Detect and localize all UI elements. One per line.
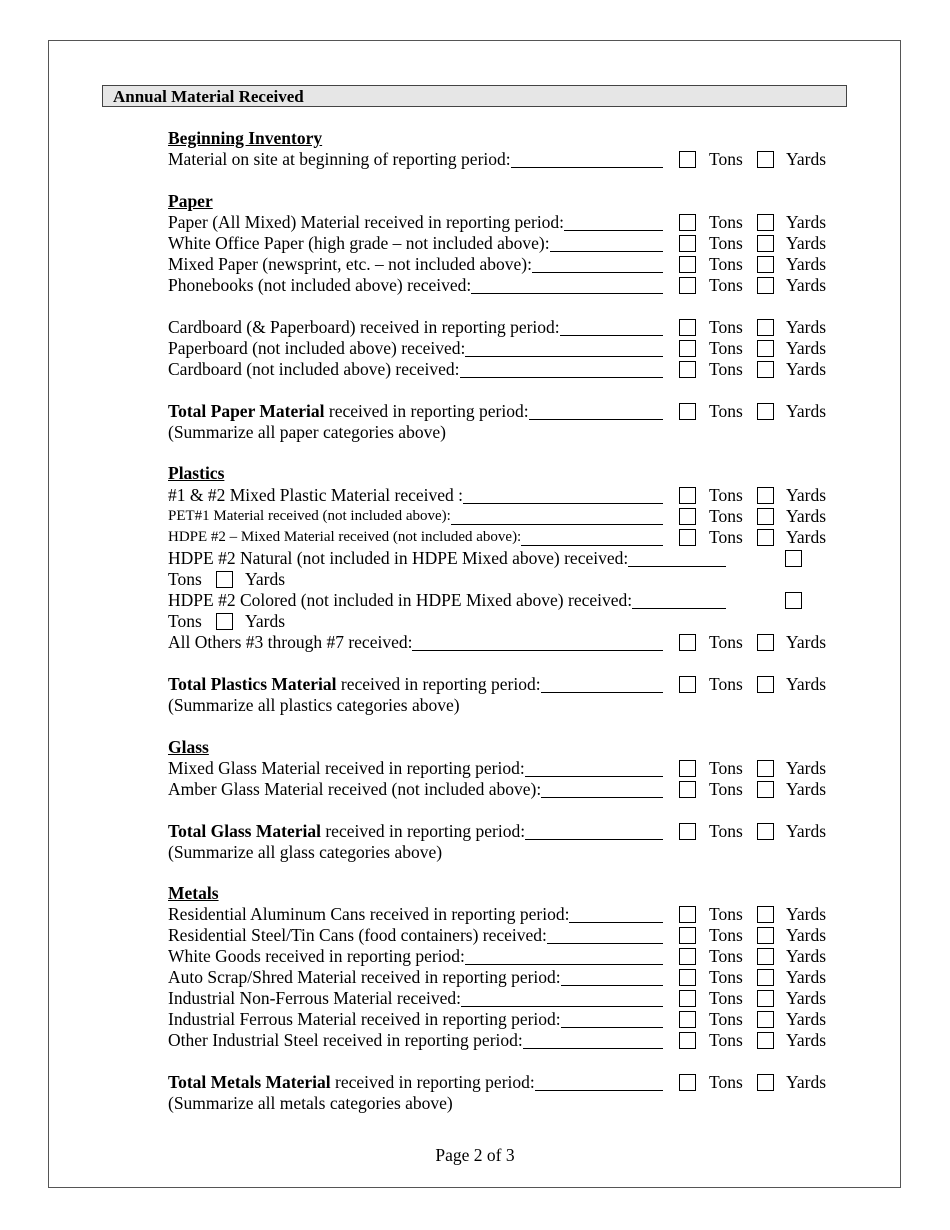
tons-label: Tons [709,338,743,358]
field-label: Cardboard (& Paperboard) received in reporting period: [168,317,560,337]
yards-label: Yards [786,275,827,295]
yards-checkbox[interactable] [757,487,774,504]
total-label-bold: Total Metals Material [168,1072,331,1092]
summary-note: (Summarize all metals categories above) [168,1093,453,1113]
yards-label: Yards [786,674,827,694]
field-label: Cardboard (not included above) received: [168,359,460,379]
yards-checkbox[interactable] [757,403,774,420]
yards-label: Yards [786,904,827,924]
entry-blank[interactable] [529,419,663,420]
total-label [168,1072,535,1093]
field-label: HDPE #2 Natural (not included in HDPE Mixed above) received: [168,548,629,568]
field-label: All Others #3 through #7 received: [168,632,413,652]
section-heading: Plastics [168,463,225,483]
entry-blank[interactable] [632,608,726,609]
tons-checkbox[interactable] [679,823,696,840]
yards-label: Yards [786,359,827,379]
field-label: Residential Steel/Tin Cans (food containers) received: [168,925,547,945]
yards-checkbox[interactable] [757,235,774,252]
tons-label: Tons [709,233,743,253]
tons-checkbox[interactable] [679,277,696,294]
yards-label: Yards [786,758,827,778]
field-label: Paperboard (not included above) received: [168,338,466,358]
total-label-rest: received in reporting period: [330,1072,535,1092]
yards-label: Yards [786,485,827,505]
field-label: Amber Glass Material received (not included above): [168,779,542,799]
yards-checkbox[interactable] [757,256,774,273]
tons-label: Tons [168,569,202,589]
tons-label: Tons [709,212,743,232]
entry-blank[interactable] [547,943,663,944]
field-label: White Goods received in reporting period: [168,946,465,966]
yards-label: Yards [786,1009,827,1029]
entry-blank[interactable] [535,1090,663,1091]
tons-label: Tons [709,401,743,421]
yards-checkbox[interactable] [757,1074,774,1091]
entry-blank[interactable] [569,922,663,923]
tons-label: Tons [709,1009,743,1029]
entry-blank[interactable] [523,1048,663,1049]
yards-label: Yards [786,1072,827,1092]
field-label: White Office Paper (high grade – not included above): [168,233,550,253]
field-label: Residential Aluminum Cans received in reporting period: [168,904,570,924]
yards-checkbox[interactable] [757,340,774,357]
field-label: Material on site at beginning of reporting period: [168,149,511,169]
tons-checkbox[interactable] [679,529,696,546]
entry-blank[interactable] [564,230,663,231]
field-label: #1 & #2 Mixed Plastic Material received : [168,485,463,505]
yards-checkbox[interactable] [757,1032,774,1049]
yards-checkbox[interactable] [757,927,774,944]
section-heading: Glass [168,737,209,757]
tons-checkbox[interactable] [679,319,696,336]
tons-label: Tons [709,925,743,945]
entry-blank[interactable] [550,251,663,252]
yards-checkbox[interactable] [216,613,233,630]
tons-label: Tons [709,632,743,652]
tons-checkbox[interactable] [679,1074,696,1091]
checkbox[interactable] [785,592,802,609]
tons-label: Tons [709,527,743,547]
tons-label: Tons [709,149,743,169]
yards-checkbox[interactable] [757,676,774,693]
yards-label: Yards [786,946,827,966]
entry-blank[interactable] [541,797,663,798]
tons-label: Tons [709,1072,743,1092]
field-label: HDPE #2 – Mixed Material received (not included above): [168,529,522,545]
tons-label: Tons [709,904,743,924]
tons-checkbox[interactable] [679,906,696,923]
total-label-bold: Total Paper Material [168,401,325,421]
tons-label: Tons [168,611,202,631]
tons-checkbox[interactable] [679,948,696,965]
yards-label: Yards [786,506,827,526]
field-label: Industrial Non-Ferrous Material received: [168,988,462,1008]
entry-blank[interactable] [541,692,663,693]
entry-blank[interactable] [628,566,726,567]
tons-checkbox[interactable] [679,1032,696,1049]
entry-blank[interactable] [465,356,663,357]
entry-blank[interactable] [521,545,663,546]
yards-label: Yards [786,1030,827,1050]
tons-checkbox[interactable] [679,990,696,1007]
yards-checkbox[interactable] [757,319,774,336]
tons-label: Tons [709,946,743,966]
tons-checkbox[interactable] [679,214,696,231]
tons-label: Tons [709,758,743,778]
field-label: Paper (All Mixed) Material received in reporting period: [168,212,565,232]
yards-label: Yards [786,233,827,253]
summary-note: (Summarize all paper categories above) [168,422,446,442]
entry-blank[interactable] [412,650,663,651]
tons-checkbox[interactable] [679,403,696,420]
entry-blank[interactable] [532,272,663,273]
yards-checkbox[interactable] [757,214,774,231]
yards-checkbox[interactable] [757,948,774,965]
tons-checkbox[interactable] [679,340,696,357]
yards-label: Yards [786,338,827,358]
tons-label: Tons [709,485,743,505]
tons-checkbox[interactable] [679,781,696,798]
field-label: Phonebooks (not included above) received: [168,275,472,295]
section-header [102,85,847,107]
tons-label: Tons [709,275,743,295]
yards-checkbox[interactable] [757,781,774,798]
entry-blank[interactable] [461,1006,663,1007]
tons-checkbox[interactable] [679,1011,696,1028]
field-label: Mixed Paper (newsprint, etc. – not included above): [168,254,532,274]
yards-label: Yards [786,632,827,652]
tons-checkbox[interactable] [679,151,696,168]
total-label-bold: Total Glass Material [168,821,321,841]
yards-checkbox[interactable] [757,1011,774,1028]
entry-blank[interactable] [561,1027,663,1028]
entry-blank[interactable] [525,839,663,840]
yards-checkbox[interactable] [757,969,774,986]
yards-label: Yards [786,967,827,987]
yards-label: Yards [245,611,286,631]
tons-checkbox[interactable] [679,634,696,651]
tons-checkbox[interactable] [679,508,696,525]
section-heading: Metals [168,883,219,903]
tons-label: Tons [709,506,743,526]
yards-label: Yards [786,149,827,169]
tons-checkbox[interactable] [679,256,696,273]
summary-note: (Summarize all glass categories above) [168,842,443,862]
section-heading: Paper [168,191,213,211]
tons-label: Tons [709,1030,743,1050]
tons-label: Tons [709,317,743,337]
section-heading: Beginning Inventory [168,128,323,148]
tons-label: Tons [709,967,743,987]
entry-blank[interactable] [460,377,663,378]
checkbox[interactable] [785,550,802,567]
tons-checkbox[interactable] [679,927,696,944]
yards-checkbox[interactable] [757,529,774,546]
entry-blank[interactable] [465,964,663,965]
total-label [168,401,529,422]
yards-label: Yards [786,821,827,841]
tons-checkbox[interactable] [679,487,696,504]
field-label: Other Industrial Steel received in reporting period: [168,1030,523,1050]
tons-checkbox[interactable] [679,235,696,252]
tons-checkbox[interactable] [679,760,696,777]
yards-checkbox[interactable] [757,151,774,168]
tons-checkbox[interactable] [679,361,696,378]
total-label-rest: received in reporting period: [324,401,529,421]
yards-label: Yards [786,254,827,274]
tons-label: Tons [709,821,743,841]
field-label: PET#1 Material received (not included above): [168,508,451,524]
tons-checkbox[interactable] [679,969,696,986]
yards-checkbox[interactable] [757,508,774,525]
yards-label: Yards [786,317,827,337]
entry-blank[interactable] [561,985,663,986]
yards-checkbox[interactable] [757,906,774,923]
yards-label: Yards [786,527,827,547]
tons-label: Tons [709,359,743,379]
total-label [168,674,541,695]
yards-checkbox[interactable] [757,634,774,651]
field-label: Auto Scrap/Shred Material received in reporting period: [168,967,561,987]
entry-blank[interactable] [471,293,663,294]
entry-blank[interactable] [525,776,663,777]
yards-label: Yards [786,401,827,421]
total-label-bold: Total Plastics Material [168,674,337,694]
tons-label: Tons [709,254,743,274]
tons-label: Tons [709,779,743,799]
yards-checkbox[interactable] [757,990,774,1007]
yards-label: Yards [786,212,827,232]
total-label-rest: received in reporting period: [336,674,541,694]
yards-label: Yards [786,988,827,1008]
yards-label: Yards [786,925,827,945]
field-label: HDPE #2 Colored (not included in HDPE Mixed above) received: [168,590,633,610]
entry-blank[interactable] [511,167,663,168]
total-label-rest: received in reporting period: [320,821,526,841]
yards-checkbox[interactable] [757,823,774,840]
tons-label: Tons [709,988,743,1008]
field-label: Industrial Ferrous Material received in reporting period: [168,1009,561,1029]
section-title: Annual Material Received [113,87,304,106]
tons-label: Tons [709,674,743,694]
entry-blank[interactable] [463,503,663,504]
summary-note: (Summarize all plastics categories above) [168,695,460,715]
yards-checkbox[interactable] [757,361,774,378]
entry-blank[interactable] [451,524,663,525]
yards-checkbox[interactable] [757,760,774,777]
yards-checkbox[interactable] [757,277,774,294]
entry-blank[interactable] [560,335,663,336]
total-label [168,821,525,842]
page-number: Page 2 of 3 [435,1145,515,1165]
yards-label: Yards [245,569,286,589]
yards-checkbox[interactable] [216,571,233,588]
field-label: Mixed Glass Material received in reporting period: [168,758,525,778]
yards-label: Yards [786,779,827,799]
tons-checkbox[interactable] [679,676,696,693]
